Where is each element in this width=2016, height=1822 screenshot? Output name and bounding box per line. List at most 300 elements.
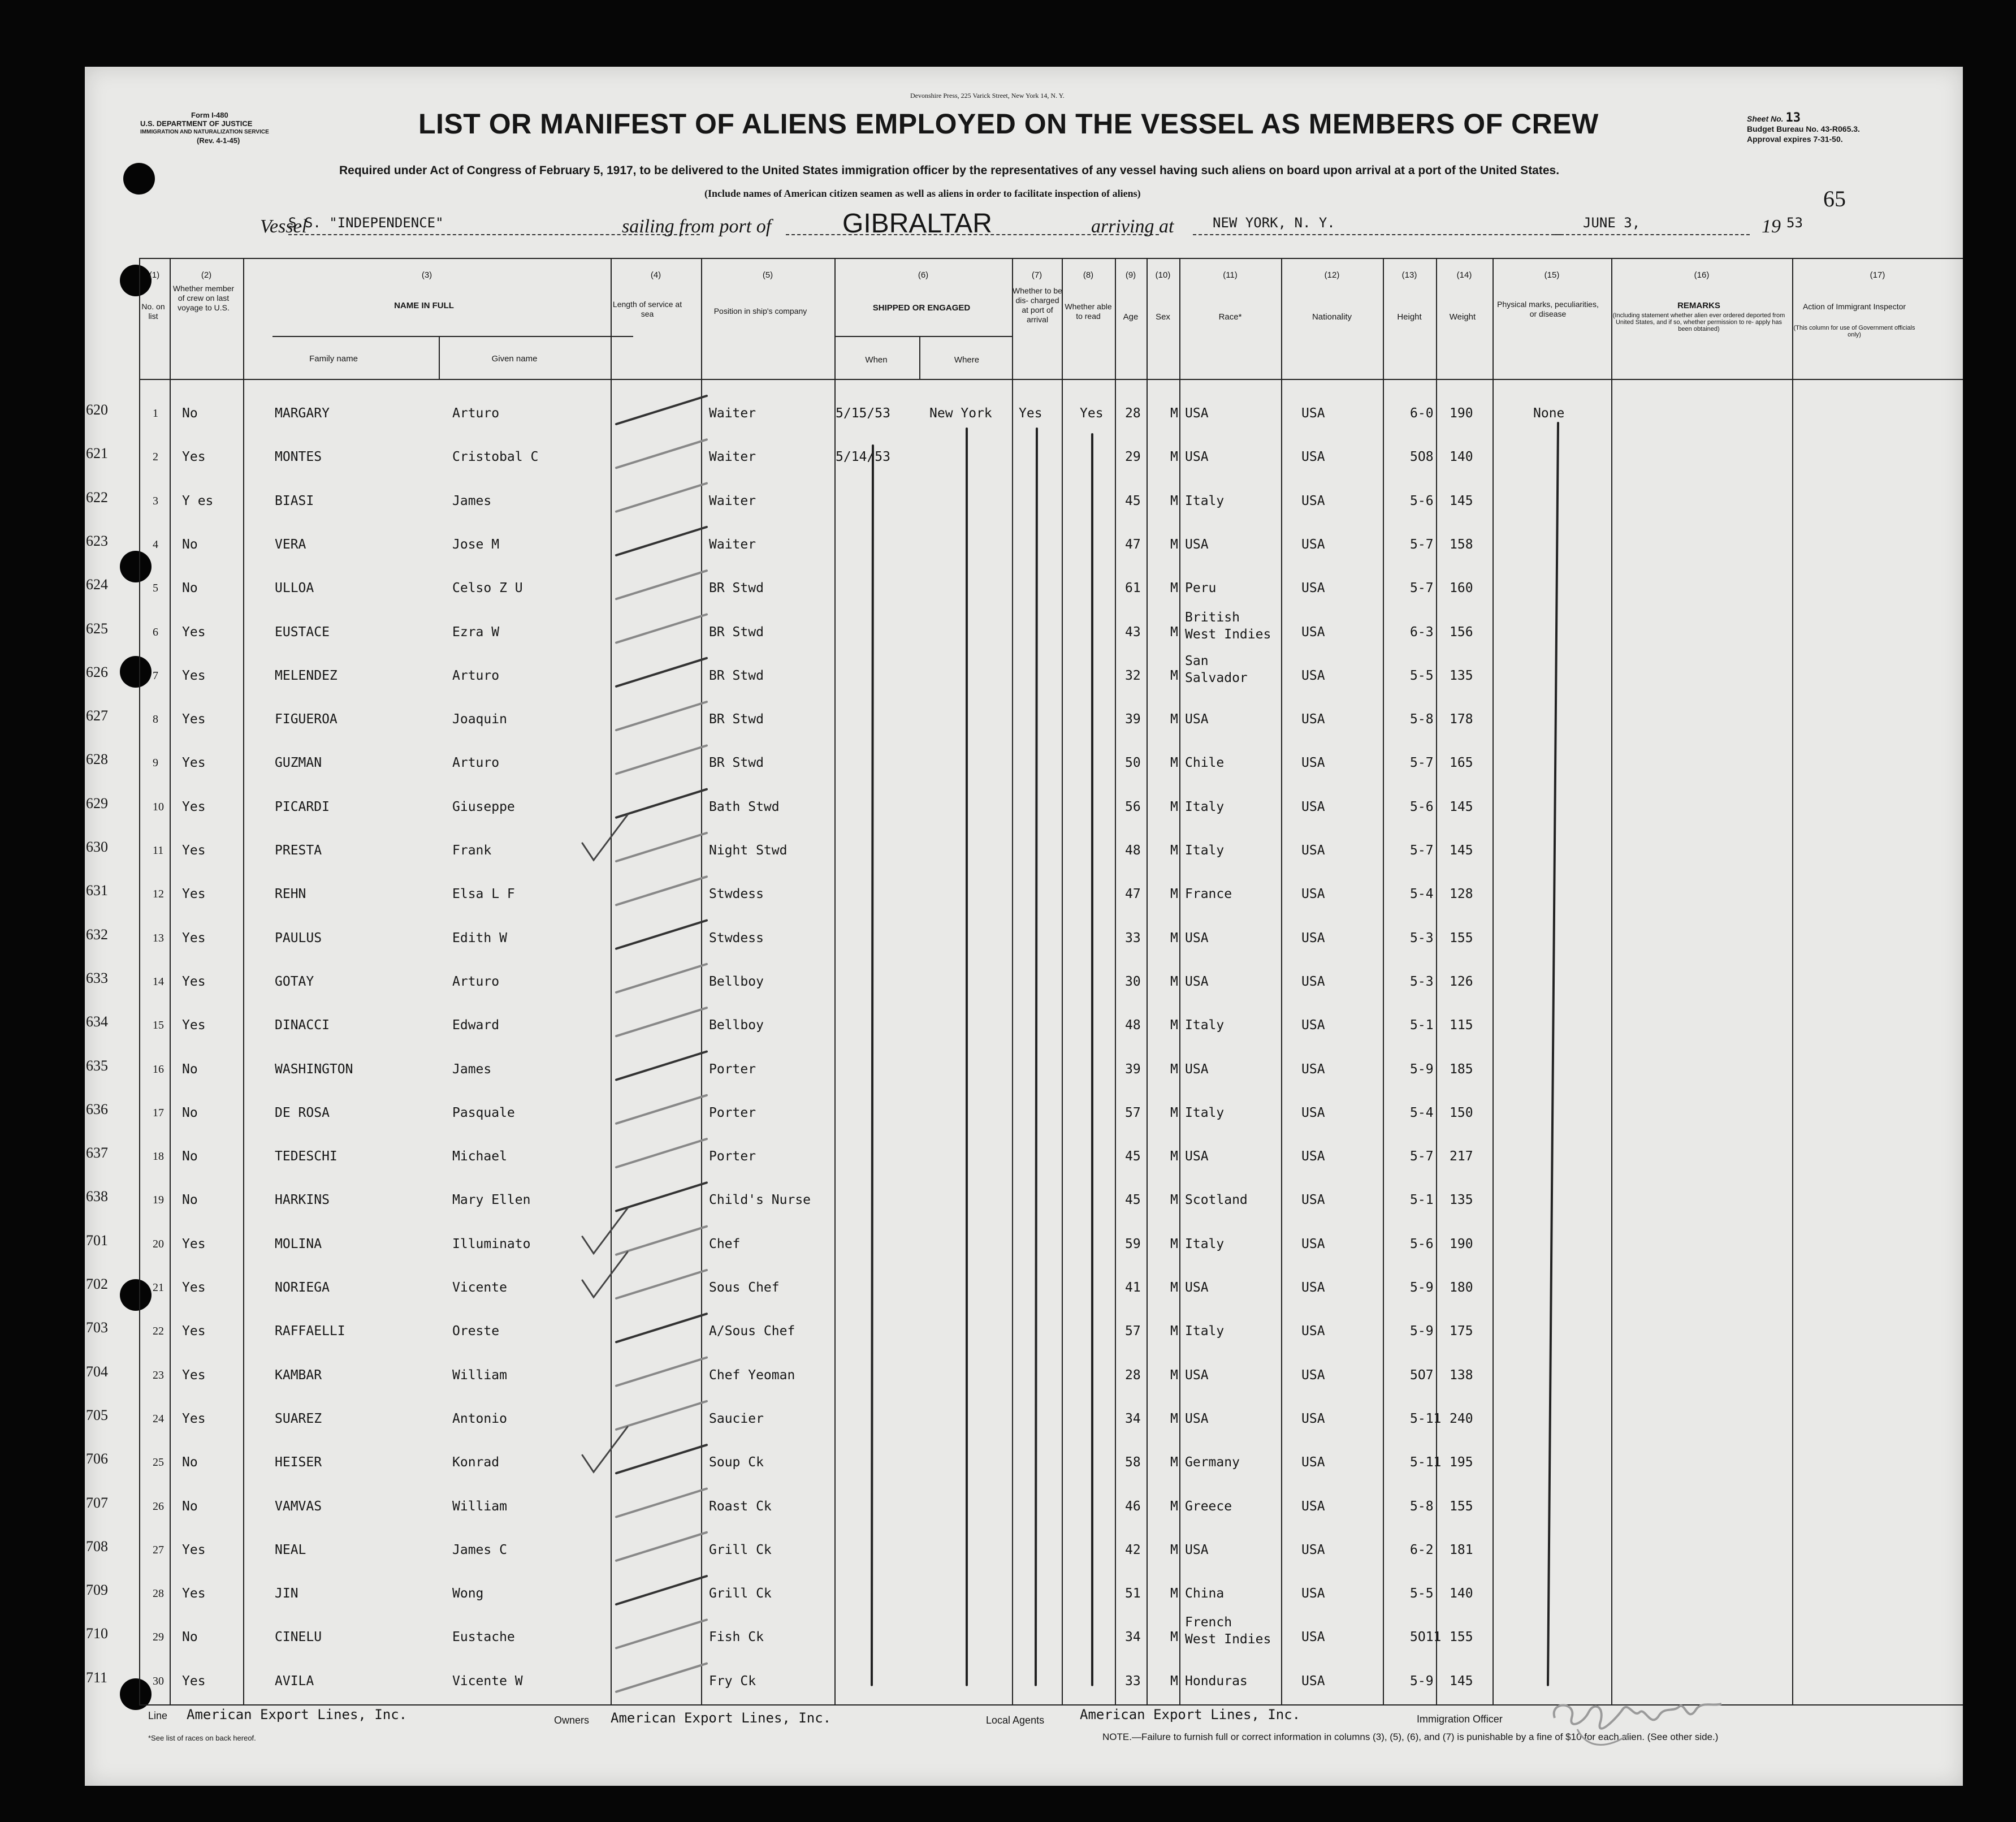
nationality-cell: USA bbox=[1301, 406, 1325, 421]
race-cell: USA bbox=[1185, 1411, 1209, 1426]
given-name-cell: William bbox=[452, 1367, 507, 1383]
race-cell-line2: Salvador bbox=[1185, 670, 1248, 685]
races-note: *See list of races on back hereof. bbox=[148, 1734, 256, 1742]
nationality-cell: USA bbox=[1301, 493, 1325, 508]
header-remarks-note: (Including statement whether alien ever ordered deported from United States, and if so, whether permission to re- apply has been obtained) bbox=[1612, 312, 1785, 333]
check-mark bbox=[582, 815, 628, 860]
service-tick bbox=[616, 571, 707, 599]
nationality-cell: USA bbox=[1301, 1280, 1325, 1295]
list-number: 20 bbox=[153, 1237, 164, 1250]
position-cell: Waiter bbox=[709, 493, 756, 508]
port-of-departure: GIBRALTAR bbox=[842, 209, 992, 239]
sex-cell: M bbox=[1170, 1586, 1178, 1601]
crew-member-cell: Yes bbox=[182, 930, 206, 945]
family-name-cell: HARKINS bbox=[275, 1193, 330, 1208]
race-cell: Scotland bbox=[1185, 1193, 1248, 1208]
race-cell: Greece bbox=[1185, 1499, 1232, 1514]
service-tick bbox=[616, 1620, 707, 1648]
nationality-cell: USA bbox=[1301, 930, 1325, 945]
list-number: 14 bbox=[153, 975, 164, 988]
service-tick bbox=[616, 1489, 707, 1517]
sex-cell: M bbox=[1170, 406, 1178, 421]
list-number: 23 bbox=[153, 1368, 164, 1381]
height-cell: 5-1 bbox=[1410, 1018, 1434, 1033]
given-name-cell: Edward bbox=[452, 1018, 500, 1033]
position-cell: Night Stwd bbox=[709, 843, 788, 858]
position-cell: Grill Ck bbox=[709, 1542, 772, 1557]
weight-cell: 145 bbox=[1450, 1673, 1473, 1689]
sex-cell: M bbox=[1170, 1193, 1178, 1208]
margin-number: 711 bbox=[86, 1669, 108, 1686]
given-name-cell: Jose M bbox=[452, 537, 500, 552]
age-cell: 56 bbox=[1125, 799, 1141, 814]
sex-cell: M bbox=[1170, 493, 1178, 508]
nationality-cell: USA bbox=[1301, 1630, 1325, 1645]
nationality-cell: USA bbox=[1301, 668, 1325, 683]
height-cell: 5-7 bbox=[1410, 843, 1434, 858]
weight-cell: 140 bbox=[1450, 1586, 1473, 1601]
race-cell: Italy bbox=[1185, 1324, 1225, 1339]
given-name-cell: Elsa L F bbox=[452, 887, 515, 902]
family-name-cell: GOTAY bbox=[275, 974, 314, 989]
sex-cell: M bbox=[1170, 1411, 1178, 1426]
family-name-cell: AVILA bbox=[275, 1673, 314, 1689]
position-cell: A/Sous Chef bbox=[709, 1324, 795, 1339]
family-name-cell: JIN bbox=[275, 1586, 298, 1601]
weight-cell: 145 bbox=[1450, 493, 1473, 508]
year-prefix: 19 bbox=[1762, 216, 1781, 237]
age-cell: 32 bbox=[1125, 668, 1141, 683]
family-name-cell: TEDESCHI bbox=[275, 1149, 338, 1164]
height-cell: 5-7 bbox=[1410, 581, 1434, 596]
weight-cell: 145 bbox=[1450, 843, 1473, 858]
service-tick bbox=[616, 1008, 707, 1036]
crew-member-cell: Y es bbox=[182, 493, 214, 508]
nationality-cell: USA bbox=[1301, 1149, 1325, 1164]
sex-cell: M bbox=[1170, 1018, 1178, 1033]
given-name-cell: Antonio bbox=[452, 1411, 507, 1426]
age-cell: 51 bbox=[1125, 1586, 1141, 1601]
height-cell: 5-1 bbox=[1410, 1193, 1434, 1208]
weight-cell: 165 bbox=[1450, 755, 1473, 771]
family-name-cell: SUAREZ bbox=[275, 1411, 322, 1426]
sex-cell: M bbox=[1170, 1324, 1178, 1339]
local-agents-label: Local Agents bbox=[986, 1715, 1045, 1726]
nationality-cell: USA bbox=[1301, 712, 1325, 727]
arrival-year: 53 bbox=[1786, 215, 1803, 231]
crew-member-cell: Yes bbox=[182, 755, 206, 771]
header-shipped-engaged: SHIPPED OR ENGAGED bbox=[872, 303, 971, 313]
nationality-cell: USA bbox=[1301, 1586, 1325, 1601]
nationality-cell: USA bbox=[1301, 450, 1325, 465]
weight-cell: 180 bbox=[1450, 1280, 1473, 1295]
weight-cell: 135 bbox=[1450, 668, 1473, 683]
service: IMMIGRATION AND NATURALIZATION SERVICE bbox=[140, 129, 269, 135]
margin-number: 630 bbox=[86, 839, 108, 855]
family-name-cell: ULLOA bbox=[275, 581, 314, 596]
height-cell: 5-9 bbox=[1410, 1673, 1434, 1689]
column-number: (14) bbox=[1456, 270, 1472, 280]
crew-member-cell: Yes bbox=[182, 1367, 206, 1383]
header-able-to-read: Whether able to read bbox=[1065, 302, 1112, 321]
family-name-cell: EUSTACE bbox=[275, 624, 330, 640]
age-cell: 34 bbox=[1125, 1411, 1141, 1426]
race-cell: Italy bbox=[1185, 1018, 1225, 1033]
height-cell: 5-3 bbox=[1410, 974, 1434, 989]
margin-number: 702 bbox=[86, 1276, 108, 1292]
family-name-cell: GUZMAN bbox=[275, 755, 322, 771]
list-number: 30 bbox=[153, 1674, 164, 1687]
required-text: Required under Act of Congress of February 5, 1917, to be delivered to the United States immigration officer by the representatives of any vessel having such aliens on board upon arrival at a port of the United States. bbox=[339, 164, 1560, 177]
weight-cell: 128 bbox=[1450, 887, 1473, 902]
position-cell: BR Stwd bbox=[709, 712, 764, 727]
check-marks bbox=[85, 258, 1963, 1706]
weight-cell: 155 bbox=[1450, 930, 1473, 945]
age-cell: 57 bbox=[1125, 1105, 1141, 1120]
margin-number: 703 bbox=[86, 1319, 108, 1336]
crew-member-cell: No bbox=[182, 1193, 198, 1208]
vessel-name: S.S. "INDEPENDENCE" bbox=[288, 215, 444, 231]
crew-member-cell: Yes bbox=[182, 668, 206, 683]
header-length-of-service: Length of service at sea bbox=[612, 300, 682, 318]
nationality-cell: USA bbox=[1301, 1324, 1325, 1339]
height-cell: 6-0 bbox=[1410, 406, 1434, 421]
header-age: Age bbox=[1123, 312, 1139, 322]
weight-cell: 175 bbox=[1450, 1324, 1473, 1339]
family-name-cell: HEISER bbox=[275, 1455, 322, 1470]
margin-number: 709 bbox=[86, 1582, 108, 1599]
age-cell: 42 bbox=[1125, 1542, 1141, 1557]
header-position: Position in ship's company bbox=[713, 306, 807, 316]
header-weight: Weight bbox=[1449, 312, 1476, 322]
height-cell: 5-5 bbox=[1410, 1586, 1434, 1601]
arriving-port: NEW YORK, N. Y. bbox=[1213, 215, 1335, 231]
race-cell: USA bbox=[1185, 712, 1209, 727]
family-name-cell: PAULUS bbox=[275, 930, 322, 945]
approval-expires: Approval expires 7-31-50. bbox=[1747, 135, 1843, 144]
race-cell: Chile bbox=[1185, 755, 1225, 771]
weight-cell: 195 bbox=[1450, 1455, 1473, 1470]
height-cell: 5-7 bbox=[1410, 755, 1434, 771]
header-when: When bbox=[865, 355, 888, 365]
line-label: Line bbox=[148, 1710, 168, 1721]
nationality-cell: USA bbox=[1301, 1455, 1325, 1470]
nationality-cell: USA bbox=[1301, 755, 1325, 771]
budget-bureau: Budget Bureau No. 43-R065.3. bbox=[1747, 124, 1860, 133]
weight-cell: 155 bbox=[1450, 1630, 1473, 1645]
age-cell: 58 bbox=[1125, 1455, 1141, 1470]
crew-member-cell: No bbox=[182, 1149, 198, 1164]
family-name-cell: VAMVAS bbox=[275, 1499, 322, 1514]
weight-cell: 140 bbox=[1450, 450, 1473, 465]
nationality-cell: USA bbox=[1301, 1499, 1325, 1514]
header-nationality: Nationality bbox=[1312, 312, 1352, 322]
service-tick bbox=[616, 745, 707, 774]
list-number: 16 bbox=[153, 1063, 164, 1076]
given-name-cell: Vicente bbox=[452, 1280, 507, 1295]
height-cell: 5-5 bbox=[1410, 668, 1434, 683]
position-cell: Porter bbox=[709, 1061, 756, 1077]
sex-cell: M bbox=[1170, 887, 1178, 902]
list-number: 29 bbox=[153, 1631, 164, 1644]
service-tick bbox=[616, 1139, 707, 1167]
height-cell: 5-7 bbox=[1410, 1149, 1434, 1164]
column-number: (16) bbox=[1694, 270, 1710, 280]
position-cell: Bellboy bbox=[709, 974, 764, 989]
margin-number: 621 bbox=[86, 445, 108, 462]
position-cell: Stwdess bbox=[709, 887, 764, 902]
sheet-label: Sheet No. bbox=[1747, 114, 1784, 123]
given-name-cell: Joaquin bbox=[452, 712, 507, 727]
crew-table bbox=[85, 258, 1963, 1706]
height-cell: 5-9 bbox=[1410, 1280, 1434, 1295]
page-number: 65 bbox=[1823, 186, 1846, 211]
crew-member-cell: Yes bbox=[182, 1018, 206, 1033]
weight-cell: 181 bbox=[1450, 1542, 1473, 1557]
weight-cell: 156 bbox=[1450, 624, 1473, 640]
position-cell: Fish Ck bbox=[709, 1630, 764, 1645]
family-name-cell: MOLINA bbox=[275, 1236, 322, 1251]
height-cell: 5O7 bbox=[1410, 1367, 1434, 1383]
service-tick bbox=[616, 1095, 707, 1124]
header-sex: Sex bbox=[1156, 312, 1170, 322]
family-name-cell: MARGARY bbox=[275, 406, 330, 421]
sex-cell: M bbox=[1170, 537, 1178, 552]
position-cell: Waiter bbox=[709, 450, 756, 465]
nationality-cell: USA bbox=[1301, 581, 1325, 596]
race-cell: USA bbox=[1185, 1061, 1209, 1077]
nationality-cell: USA bbox=[1301, 1673, 1325, 1689]
service-tick bbox=[616, 483, 707, 512]
list-number: 1 bbox=[153, 407, 158, 420]
service-tick bbox=[616, 1532, 707, 1561]
race-cell: British bbox=[1185, 610, 1240, 625]
nationality-cell: USA bbox=[1301, 537, 1325, 552]
given-name-cell: James C bbox=[452, 1542, 507, 1557]
header-list-number: No. on list bbox=[141, 302, 165, 321]
column-number: (4) bbox=[650, 270, 661, 280]
position-cell: BR Stwd bbox=[709, 755, 764, 771]
crew-member-cell: No bbox=[182, 1630, 198, 1645]
height-cell: 5O11 bbox=[1410, 1630, 1442, 1645]
crew-member-cell: No bbox=[182, 406, 198, 421]
header-height: Height bbox=[1397, 312, 1422, 322]
sex-cell: M bbox=[1170, 843, 1178, 858]
sex-cell: M bbox=[1170, 450, 1178, 465]
age-cell: 28 bbox=[1125, 406, 1141, 421]
weight-cell: 115 bbox=[1450, 1018, 1473, 1033]
given-name-cell: Edith W bbox=[452, 930, 507, 945]
sex-cell: M bbox=[1170, 1236, 1178, 1251]
nationality-cell: USA bbox=[1301, 887, 1325, 902]
sex-cell: M bbox=[1170, 1455, 1178, 1470]
penalty-note: NOTE.—Failure to furnish full or correct information in columns (3), (5), (6), and (7) is punishable by a fine of $10 for each alien. (See other side.) bbox=[1102, 1732, 1719, 1742]
margin-number: 624 bbox=[86, 576, 108, 593]
sex-cell: M bbox=[1170, 581, 1178, 596]
margin-number: 628 bbox=[86, 751, 108, 768]
age-cell: 59 bbox=[1125, 1236, 1141, 1251]
race-cell: China bbox=[1185, 1586, 1225, 1601]
height-cell: 5-4 bbox=[1410, 887, 1434, 902]
crew-member-cell: Yes bbox=[182, 624, 206, 640]
service-tick bbox=[616, 964, 707, 992]
family-name-cell: WASHINGTON bbox=[275, 1061, 353, 1077]
position-cell: Fry Ck bbox=[709, 1673, 756, 1689]
header-remarks: REMARKS bbox=[1677, 301, 1720, 310]
weight-cell: 126 bbox=[1450, 974, 1473, 989]
department: U.S. DEPARTMENT OF JUSTICE bbox=[140, 119, 253, 128]
race-cell: USA bbox=[1185, 1149, 1209, 1164]
shipped-when-cell: 5/14/53 bbox=[836, 450, 890, 465]
sheet-info bbox=[1747, 113, 1860, 144]
header-race: Race* bbox=[1218, 312, 1242, 322]
given-name-cell: Konrad bbox=[452, 1455, 500, 1470]
height-cell: 5O8 bbox=[1410, 450, 1434, 465]
column-number: (1) bbox=[149, 270, 160, 280]
service-tick bbox=[616, 877, 707, 905]
age-cell: 48 bbox=[1125, 843, 1141, 858]
margin-number: 710 bbox=[86, 1625, 108, 1642]
nationality-cell: USA bbox=[1301, 843, 1325, 858]
sex-cell: M bbox=[1170, 668, 1178, 683]
service-tick bbox=[616, 1314, 707, 1342]
weight-cell: 135 bbox=[1450, 1193, 1473, 1208]
family-name-cell: VERA bbox=[275, 537, 306, 552]
list-number: 11 bbox=[153, 844, 164, 857]
family-name-cell: NEAL bbox=[275, 1542, 306, 1557]
crew-member-cell: Yes bbox=[182, 843, 206, 858]
height-cell: 5-6 bbox=[1410, 799, 1434, 814]
nationality-cell: USA bbox=[1301, 974, 1325, 989]
include-text: (Include names of American citizen seamen as well as aliens in order to facilitate inspection of aliens) bbox=[704, 188, 1141, 199]
list-number: 10 bbox=[153, 800, 164, 813]
sex-cell: M bbox=[1170, 974, 1178, 989]
race-cell: USA bbox=[1185, 450, 1209, 465]
race-cell: USA bbox=[1185, 1367, 1209, 1383]
age-cell: 45 bbox=[1125, 493, 1141, 508]
race-cell: USA bbox=[1185, 537, 1209, 552]
weight-cell: 178 bbox=[1450, 712, 1473, 727]
crew-member-cell: No bbox=[182, 1455, 198, 1470]
service-tick bbox=[616, 702, 707, 730]
height-cell: 6-3 bbox=[1410, 624, 1434, 640]
crew-member-cell: No bbox=[182, 1061, 198, 1077]
position-cell: BR Stwd bbox=[709, 624, 764, 640]
list-number: 26 bbox=[153, 1500, 164, 1513]
family-name-cell: REHN bbox=[275, 887, 306, 902]
given-name-cell: Cristobal C bbox=[452, 450, 539, 465]
given-name-cell: Frank bbox=[452, 843, 492, 858]
race-cell-line2: West Indies bbox=[1185, 627, 1271, 642]
immigration-officer-label: Immigration Officer bbox=[1417, 1713, 1503, 1725]
age-cell: 39 bbox=[1125, 1061, 1141, 1077]
weight-cell: 138 bbox=[1450, 1367, 1473, 1383]
position-cell: Porter bbox=[709, 1105, 756, 1120]
given-name-cell: Illuminato bbox=[452, 1236, 531, 1251]
sex-cell: M bbox=[1170, 624, 1178, 640]
age-cell: 45 bbox=[1125, 1193, 1141, 1208]
service-tick bbox=[616, 439, 707, 468]
margin-number: 706 bbox=[86, 1450, 108, 1467]
race-cell: France bbox=[1185, 887, 1232, 902]
race-cell: Italy bbox=[1185, 843, 1225, 858]
service-tick bbox=[616, 1052, 707, 1080]
list-number: 8 bbox=[153, 713, 158, 726]
race-cell: USA bbox=[1185, 1542, 1209, 1557]
crew-member-cell: Yes bbox=[182, 1280, 206, 1295]
local-agents-company: American Export Lines, Inc. bbox=[1080, 1707, 1301, 1722]
age-cell: 43 bbox=[1125, 624, 1141, 640]
race-cell-line2: West Indies bbox=[1185, 1632, 1271, 1647]
family-name-cell: CINELU bbox=[275, 1630, 322, 1645]
service-tick bbox=[616, 396, 707, 424]
age-cell: 39 bbox=[1125, 712, 1141, 727]
margin-number: 701 bbox=[86, 1232, 108, 1249]
sex-cell: M bbox=[1170, 1630, 1178, 1645]
list-number: 28 bbox=[153, 1587, 164, 1600]
sheet-number: 13 bbox=[1785, 111, 1801, 125]
weight-cell: 160 bbox=[1450, 581, 1473, 596]
check-mark bbox=[582, 1208, 628, 1254]
margin-number: 620 bbox=[86, 401, 108, 418]
nationality-cell: USA bbox=[1301, 1411, 1325, 1426]
header-inspector-action: Action of Immigrant Inspector bbox=[1802, 302, 1906, 311]
margin-number: 629 bbox=[86, 795, 108, 811]
list-number: 2 bbox=[153, 451, 158, 464]
margin-number: 634 bbox=[86, 1013, 108, 1030]
owners-label: Owners bbox=[554, 1715, 590, 1726]
sex-cell: M bbox=[1170, 755, 1178, 771]
given-name-cell: Eustache bbox=[452, 1630, 515, 1645]
margin-number: 635 bbox=[86, 1057, 108, 1074]
margin-number: 631 bbox=[86, 882, 108, 899]
height-cell: 5-8 bbox=[1410, 1499, 1434, 1514]
nationality-cell: USA bbox=[1301, 624, 1325, 640]
service-tick bbox=[616, 658, 707, 687]
age-cell: 47 bbox=[1125, 887, 1141, 902]
column-number: (11) bbox=[1223, 270, 1238, 280]
crew-member-cell: No bbox=[182, 581, 198, 596]
sex-cell: M bbox=[1170, 712, 1178, 727]
weight-cell: 155 bbox=[1450, 1499, 1473, 1514]
crew-member-cell: No bbox=[182, 1499, 198, 1514]
able-to-read-cell: Yes bbox=[1080, 406, 1104, 421]
printer-line: Devonshire Press, 225 Varick Street, New York 14, N. Y. bbox=[910, 92, 1065, 100]
nationality-cell: USA bbox=[1301, 799, 1325, 814]
arrival-date: JUNE 3, bbox=[1583, 215, 1641, 231]
service-tick bbox=[616, 1576, 707, 1604]
age-cell: 61 bbox=[1125, 581, 1141, 596]
list-number: 6 bbox=[153, 625, 158, 638]
age-cell: 48 bbox=[1125, 1018, 1141, 1033]
list-number: 5 bbox=[153, 582, 158, 595]
nationality-cell: USA bbox=[1301, 1193, 1325, 1208]
list-number: 19 bbox=[153, 1194, 164, 1207]
nationality-cell: USA bbox=[1301, 1105, 1325, 1120]
service-tick bbox=[616, 1358, 707, 1386]
column-number: (2) bbox=[201, 270, 212, 280]
list-number: 13 bbox=[153, 931, 164, 944]
given-name-cell: Arturo bbox=[452, 406, 500, 421]
height-cell: 5-9 bbox=[1410, 1061, 1434, 1077]
race-cell: Italy bbox=[1185, 799, 1225, 814]
crew-member-cell: No bbox=[182, 537, 198, 552]
position-cell: Grill Ck bbox=[709, 1586, 772, 1601]
position-cell: Child's Nurse bbox=[709, 1193, 811, 1208]
service-tick bbox=[616, 527, 707, 555]
family-name-cell: KAMBAR bbox=[275, 1367, 322, 1383]
height-cell: 5-6 bbox=[1410, 493, 1434, 508]
